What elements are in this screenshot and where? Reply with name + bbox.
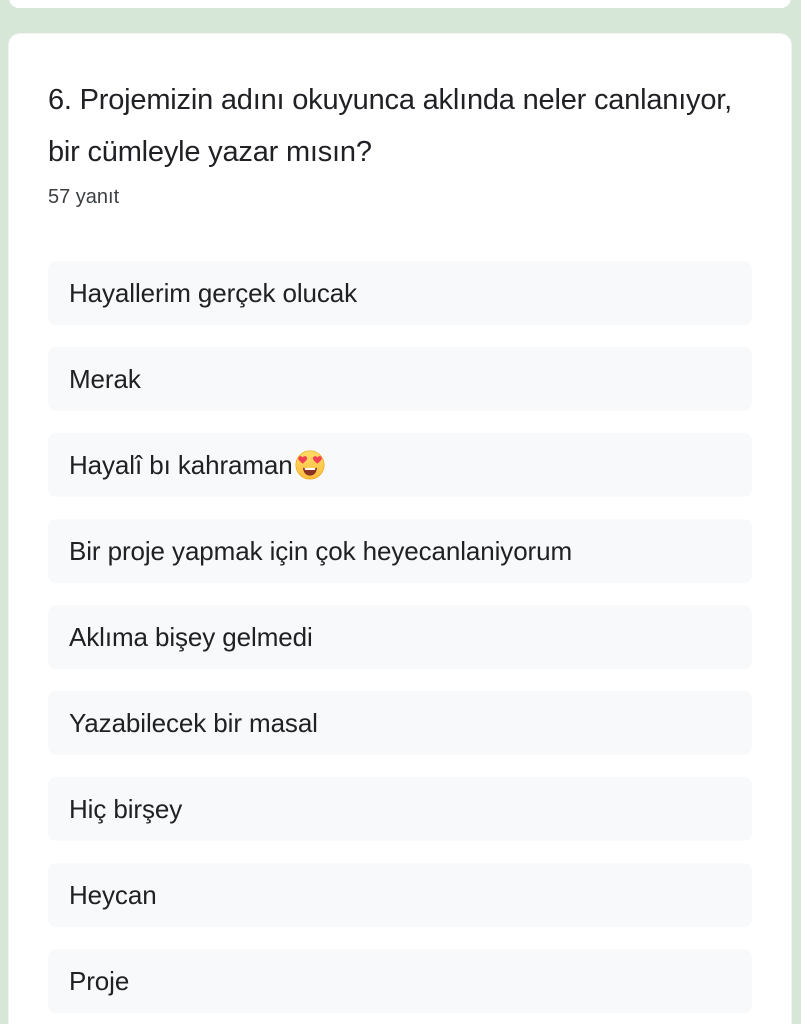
response-item: Heycan bbox=[48, 863, 752, 927]
response-item: Hayallerim gerçek olucak bbox=[48, 261, 752, 325]
responses-list bbox=[48, 261, 752, 1024]
response-item: Hayalî bı kahraman bbox=[48, 433, 752, 497]
response-count: 57 yanıt bbox=[48, 186, 120, 208]
response-item: Proje bbox=[48, 949, 752, 1013]
heart-eyes-emoji bbox=[295, 450, 325, 480]
previous-card-bottom-edge bbox=[9, 0, 791, 8]
response-item: Aklıma bişey gelmedi bbox=[48, 605, 752, 669]
question-card bbox=[8, 33, 792, 1024]
question-title: 6. Projemizin adını okuyunca aklında neler canlanıyor, bir cümleyle yazar mısın? bbox=[48, 84, 732, 168]
response-item: Yazabilecek bir masal bbox=[48, 691, 752, 755]
response-item: Bir proje yapmak için çok heyecanlaniyorum bbox=[48, 519, 752, 583]
response-item: Merak bbox=[48, 347, 752, 411]
response-item: Hiç birşey bbox=[48, 777, 752, 841]
